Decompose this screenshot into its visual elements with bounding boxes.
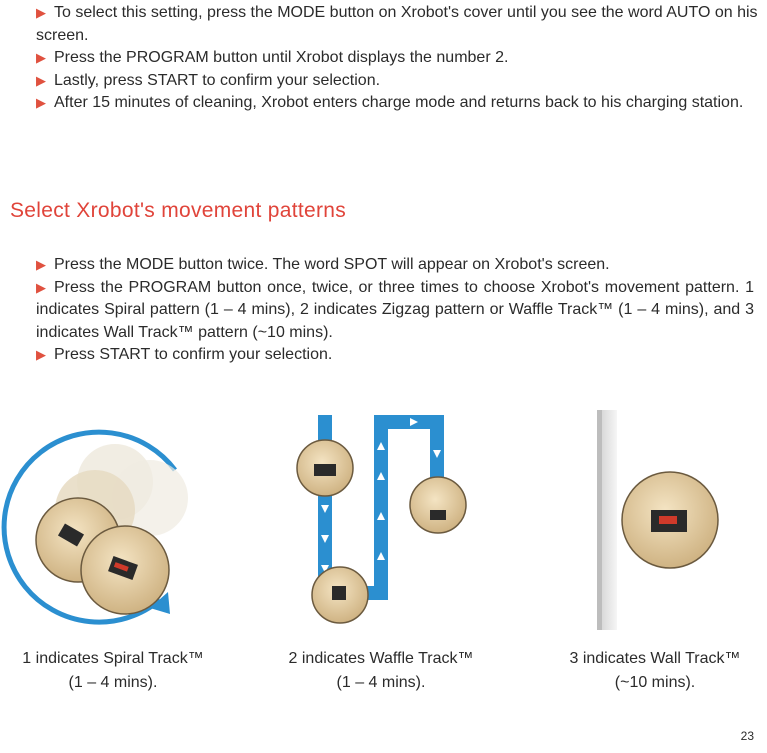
section-heading: Select Xrobot's movement patterns [10, 199, 347, 222]
page-number: 23 [740, 729, 754, 743]
intro-instructions [36, 2, 758, 115]
movement-bullet: ▶ Press the PROGRAM button once, twice, or three times to choose Xrobot's movement pattern. 1 indicates Spiral pattern (1 – 4 mins), 2 indicates Zigzag pattern or Waffle Track™ (1 – 4 mins), and 3 indicates Wall Track™ pattern (~10 mins). [36, 278, 754, 341]
movement-bullet: ▶ Press the MODE button twice. The word SPOT will appear on Xrobot's screen. [36, 254, 754, 277]
waffle-track-illustration [290, 410, 480, 635]
triangle-bullet-icon: ▶ [36, 95, 46, 111]
triangle-bullet-icon: ▶ [36, 347, 46, 363]
triangle-bullet-icon: ▶ [36, 50, 46, 66]
triangle-bullet-icon: ▶ [36, 72, 46, 88]
triangle-bullet-icon: ▶ [36, 279, 46, 295]
triangle-bullet-icon: ▶ [36, 257, 46, 272]
intro-bullet: ▶ Lastly, press START to confirm your selection. [36, 70, 758, 93]
triangle-bullet-icon: ▶ [36, 5, 46, 20]
caption-waffle: 2 indicates Waffle Track™ (1 – 4 mins). [288, 650, 474, 691]
movement-bullet: ▶ Press START to confirm your selection. [36, 344, 754, 367]
intro-bullet: ▶ After 15 minutes of cleaning, Xrobot enters charge mode and returns back to his charging station. [36, 92, 758, 115]
wall-track-illustration [585, 410, 725, 635]
movement-instructions [36, 254, 754, 367]
spiral-track-illustration [0, 410, 210, 635]
intro-bullet: ▶ To select this setting, press the MODE button on Xrobot's cover until you see the word AUTO on his screen. [36, 4, 758, 44]
caption-wall: 3 indicates Wall Track™ (~10 mins). [569, 650, 741, 691]
intro-bullet: ▶ Press the PROGRAM button until Xrobot displays the number 2. [36, 47, 758, 70]
caption-spiral: 1 indicates Spiral Track™ (1 – 4 mins). [22, 650, 204, 691]
